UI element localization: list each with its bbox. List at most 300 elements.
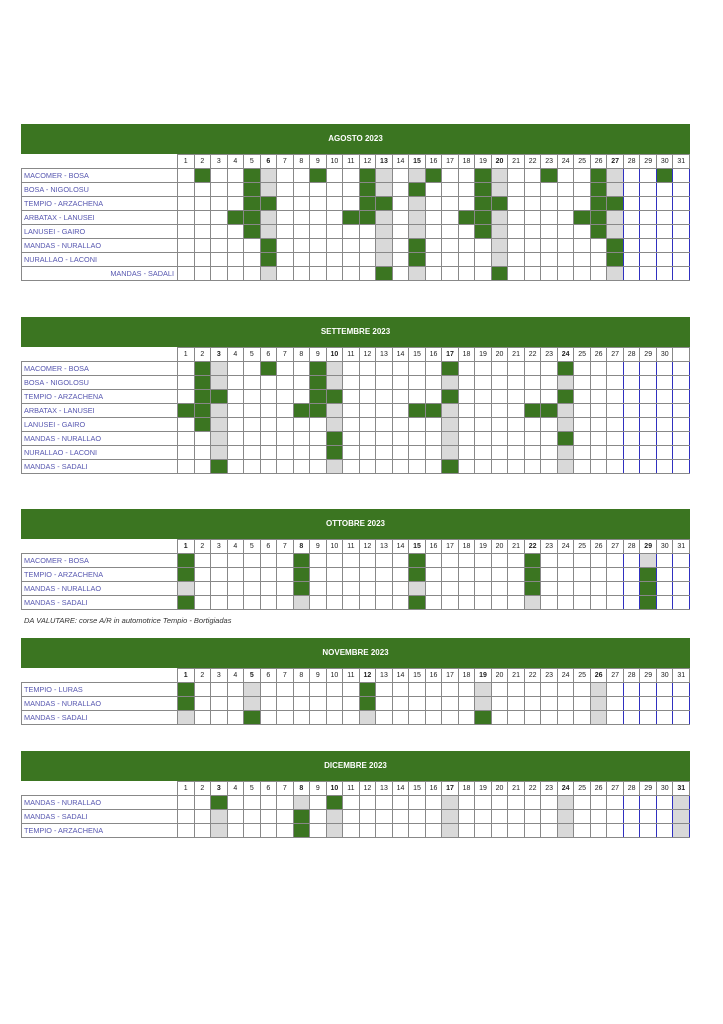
day-cell [392,418,409,432]
service-cell [475,211,492,225]
day-cell [541,554,558,568]
day-cell [277,596,294,610]
day-cell [491,239,508,253]
service-cell [244,169,261,183]
day-cell [178,796,195,810]
day-cell [392,460,409,474]
day-cell [376,582,393,596]
service-cell [458,211,475,225]
day-cell [442,239,459,253]
day-cell [343,183,360,197]
day-cell [607,183,624,197]
day-number: 5 [244,540,261,554]
day-cell [409,376,426,390]
day-cell [656,554,673,568]
day-cell [425,810,442,824]
day-cell [392,390,409,404]
day-cell [508,697,525,711]
service-cell [607,239,624,253]
day-cell [508,197,525,211]
day-number: 21 [508,540,525,554]
day-cell [392,169,409,183]
day-cell [491,824,508,838]
day-number: 25 [574,669,591,683]
day-cell [211,418,228,432]
day-cell [640,239,657,253]
day-number: 29 [640,540,657,554]
day-cell [574,362,591,376]
day-cell [244,596,261,610]
day-number: 12 [359,540,376,554]
day-cell [409,267,426,281]
day-cell [673,796,690,810]
day-cell [557,796,574,810]
day-cell [673,225,690,239]
day-number: 10 [326,155,343,169]
day-cell [392,267,409,281]
day-cell [277,432,294,446]
route-label: ARBATAX - LANUSEI [22,211,178,225]
day-cell [475,810,492,824]
day-cell [425,362,442,376]
day-cell [326,183,343,197]
day-cell [541,711,558,725]
day-cell [244,390,261,404]
day-number: 19 [475,348,492,362]
day-number: 2 [194,669,211,683]
service-cell [475,711,492,725]
day-cell [640,432,657,446]
day-cell [392,568,409,582]
day-cell [194,197,211,211]
service-cell [260,253,277,267]
day-cell [277,711,294,725]
day-cell [277,253,294,267]
day-number: 18 [458,669,475,683]
day-cell [343,697,360,711]
day-cell [557,253,574,267]
day-cell [260,568,277,582]
day-cell [343,460,360,474]
day-cell [574,432,591,446]
day-cell [458,711,475,725]
day-cell [524,683,541,697]
day-cell [656,582,673,596]
service-cell [491,267,508,281]
day-cell [260,683,277,697]
table-row [22,711,690,725]
day-number: 31 [673,155,690,169]
day-cell [409,711,426,725]
day-cell [244,253,261,267]
day-cell [310,432,327,446]
day-cell [656,418,673,432]
service-cell [293,404,310,418]
day-cell [277,197,294,211]
day-cell [508,582,525,596]
day-number: 31 [673,669,690,683]
service-cell [310,169,327,183]
day-cell [491,711,508,725]
day-cell [458,404,475,418]
service-cell [442,460,459,474]
day-cell [458,460,475,474]
day-cell [260,418,277,432]
day-number: 3 [211,782,228,796]
service-cell [244,183,261,197]
service-cell [475,183,492,197]
day-cell [590,432,607,446]
day-cell [590,810,607,824]
day-cell [392,225,409,239]
day-cell [475,362,492,376]
day-cell [359,711,376,725]
day-number: 16 [425,540,442,554]
day-cell [211,376,228,390]
day-cell [508,796,525,810]
day-number: 31 [673,540,690,554]
day-cell [277,418,294,432]
day-cell [557,460,574,474]
day-number: 5 [244,155,261,169]
service-cell [211,796,228,810]
day-cell [392,582,409,596]
day-cell [244,267,261,281]
day-cell [227,824,244,838]
day-cell [607,376,624,390]
day-number: 29 [640,669,657,683]
day-cell [227,446,244,460]
day-cell [541,418,558,432]
day-number: 19 [475,155,492,169]
day-cell [409,582,426,596]
day-cell [673,810,690,824]
day-number: 21 [508,782,525,796]
day-number: 4 [227,669,244,683]
day-cell [508,211,525,225]
day-cell [574,582,591,596]
service-cell [590,211,607,225]
day-cell [293,711,310,725]
day-cell [442,711,459,725]
month-title: DICEMBRE 2023 [21,751,690,781]
day-cell [458,225,475,239]
day-cell [508,596,525,610]
day-cell [244,239,261,253]
day-number: 26 [590,540,607,554]
day-cell [211,596,228,610]
day-cell [293,390,310,404]
day-cell [541,376,558,390]
day-number: 25 [574,540,591,554]
day-cell [310,197,327,211]
day-cell [359,362,376,376]
day-number: 26 [590,782,607,796]
day-cell [326,568,343,582]
table-row [22,582,690,596]
day-cell [392,404,409,418]
day-cell [392,183,409,197]
day-cell [623,418,640,432]
service-cell [227,211,244,225]
day-cell [673,362,690,376]
day-cell [194,183,211,197]
day-cell [442,267,459,281]
service-cell [590,225,607,239]
schedule-table [21,347,690,474]
day-cell [524,460,541,474]
day-number: 24 [557,348,574,362]
day-cell [343,582,360,596]
day-cell [194,225,211,239]
day-cell [508,225,525,239]
day-cell [442,446,459,460]
day-cell [640,460,657,474]
day-number: 20 [491,540,508,554]
day-number: 1 [178,540,195,554]
day-cell [359,376,376,390]
day-cell [425,582,442,596]
day-cell [260,225,277,239]
day-cell [293,225,310,239]
day-cell [277,683,294,697]
day-cell [178,211,195,225]
day-cell [524,376,541,390]
table-row [22,596,690,610]
day-cell [607,711,624,725]
day-cell [656,390,673,404]
day-cell [392,796,409,810]
day-number: 22 [524,540,541,554]
day-number: 8 [293,782,310,796]
day-cell [227,796,244,810]
day-cell [277,582,294,596]
day-cell [524,211,541,225]
day-cell [557,197,574,211]
day-cell [227,810,244,824]
day-cell [227,225,244,239]
day-cell [293,460,310,474]
day-number: 9 [310,540,327,554]
day-cell [227,460,244,474]
day-cell [623,432,640,446]
day-number: 3 [211,348,228,362]
day-cell [673,446,690,460]
day-cell [541,460,558,474]
day-number: 12 [359,669,376,683]
day-cell [227,362,244,376]
day-cell [541,267,558,281]
day-cell [425,697,442,711]
day-cell [541,796,558,810]
day-cell [673,183,690,197]
day-cell [244,404,261,418]
day-cell [425,446,442,460]
day-cell [211,582,228,596]
day-number: 7 [277,669,294,683]
day-cell [211,197,228,211]
day-cell [343,446,360,460]
day-cell [178,376,195,390]
day-cell [491,404,508,418]
day-cell [227,376,244,390]
day-cell [359,253,376,267]
service-cell [326,796,343,810]
day-cell [590,267,607,281]
day-cell [541,683,558,697]
day-cell [178,197,195,211]
day-cell [194,253,211,267]
table-row [22,697,690,711]
day-number: 20 [491,155,508,169]
day-cell [227,404,244,418]
table-row [22,211,690,225]
day-cell [574,554,591,568]
day-cell [640,197,657,211]
day-number: 6 [260,782,277,796]
day-cell [376,418,393,432]
day-cell [623,211,640,225]
day-cell [425,683,442,697]
day-cell [574,711,591,725]
day-cell [673,376,690,390]
day-cell [524,253,541,267]
day-cell [442,582,459,596]
day-cell [277,239,294,253]
day-cell [326,239,343,253]
day-cell [227,568,244,582]
day-cell [656,253,673,267]
day-cell [557,810,574,824]
route-label: MACOMER - BOSA [22,169,178,183]
day-cell [359,554,376,568]
day-number: 13 [376,540,393,554]
day-cell [607,796,624,810]
day-number: 24 [557,155,574,169]
day-cell [359,446,376,460]
day-cell [211,183,228,197]
service-cell [178,697,195,711]
day-cell [640,183,657,197]
day-cell [623,362,640,376]
day-cell [574,253,591,267]
day-number: 16 [425,155,442,169]
day-number: 7 [277,155,294,169]
day-cell [194,239,211,253]
day-cell [310,697,327,711]
day-cell [376,253,393,267]
day-cell [475,824,492,838]
service-cell [293,554,310,568]
day-cell [326,810,343,824]
day-cell [293,796,310,810]
day-cell [244,810,261,824]
day-cell [656,225,673,239]
day-cell [244,554,261,568]
day-cell [211,225,228,239]
day-cell [376,183,393,197]
day-cell [491,683,508,697]
day-cell [227,683,244,697]
month-title: OTTOBRE 2023 [21,509,690,539]
day-cell [343,810,360,824]
day-number: 23 [541,348,558,362]
day-cell [244,796,261,810]
day-cell [326,460,343,474]
day-number: 1 [178,669,195,683]
day-cell [343,253,360,267]
day-cell [475,554,492,568]
day-cell [623,239,640,253]
service-cell [425,169,442,183]
route-label: TEMPIO - LURAS [22,683,178,697]
day-number: 2 [194,348,211,362]
route-label: MANDAS - SADALI [22,810,178,824]
day-cell [310,446,327,460]
day-cell [326,404,343,418]
day-cell [673,253,690,267]
day-cell [277,169,294,183]
day-cell [211,239,228,253]
route-label: LANUSEI - GAIRO [22,418,178,432]
day-cell [508,683,525,697]
day-cell [541,824,558,838]
day-cell [376,697,393,711]
day-cell [442,824,459,838]
service-cell [326,446,343,460]
day-cell [178,390,195,404]
day-cell [475,796,492,810]
day-number: 9 [310,782,327,796]
day-cell [310,582,327,596]
service-cell [524,582,541,596]
service-cell [640,596,657,610]
day-cell [376,596,393,610]
day-cell [260,183,277,197]
day-number: 18 [458,782,475,796]
day-cell [673,697,690,711]
route-label: TEMPIO - ARZACHENA [22,197,178,211]
day-cell [640,267,657,281]
day-cell [640,390,657,404]
day-cell [491,169,508,183]
table-row [22,418,690,432]
day-cell [293,183,310,197]
day-cell [211,697,228,711]
day-cell [227,582,244,596]
day-number: 17 [442,669,459,683]
day-cell [557,582,574,596]
day-number: 24 [557,540,574,554]
day-cell [178,239,195,253]
service-cell [310,404,327,418]
day-cell [277,796,294,810]
day-cell [607,460,624,474]
day-number: 14 [392,540,409,554]
day-number: 8 [293,155,310,169]
day-number: 16 [425,782,442,796]
day-cell [673,711,690,725]
day-cell [640,211,657,225]
day-cell [178,362,195,376]
day-number: 30 [656,669,673,683]
day-cell [260,211,277,225]
day-cell [310,810,327,824]
day-number: 2 [194,540,211,554]
service-cell [409,554,426,568]
day-cell [178,711,195,725]
day-cell [508,824,525,838]
